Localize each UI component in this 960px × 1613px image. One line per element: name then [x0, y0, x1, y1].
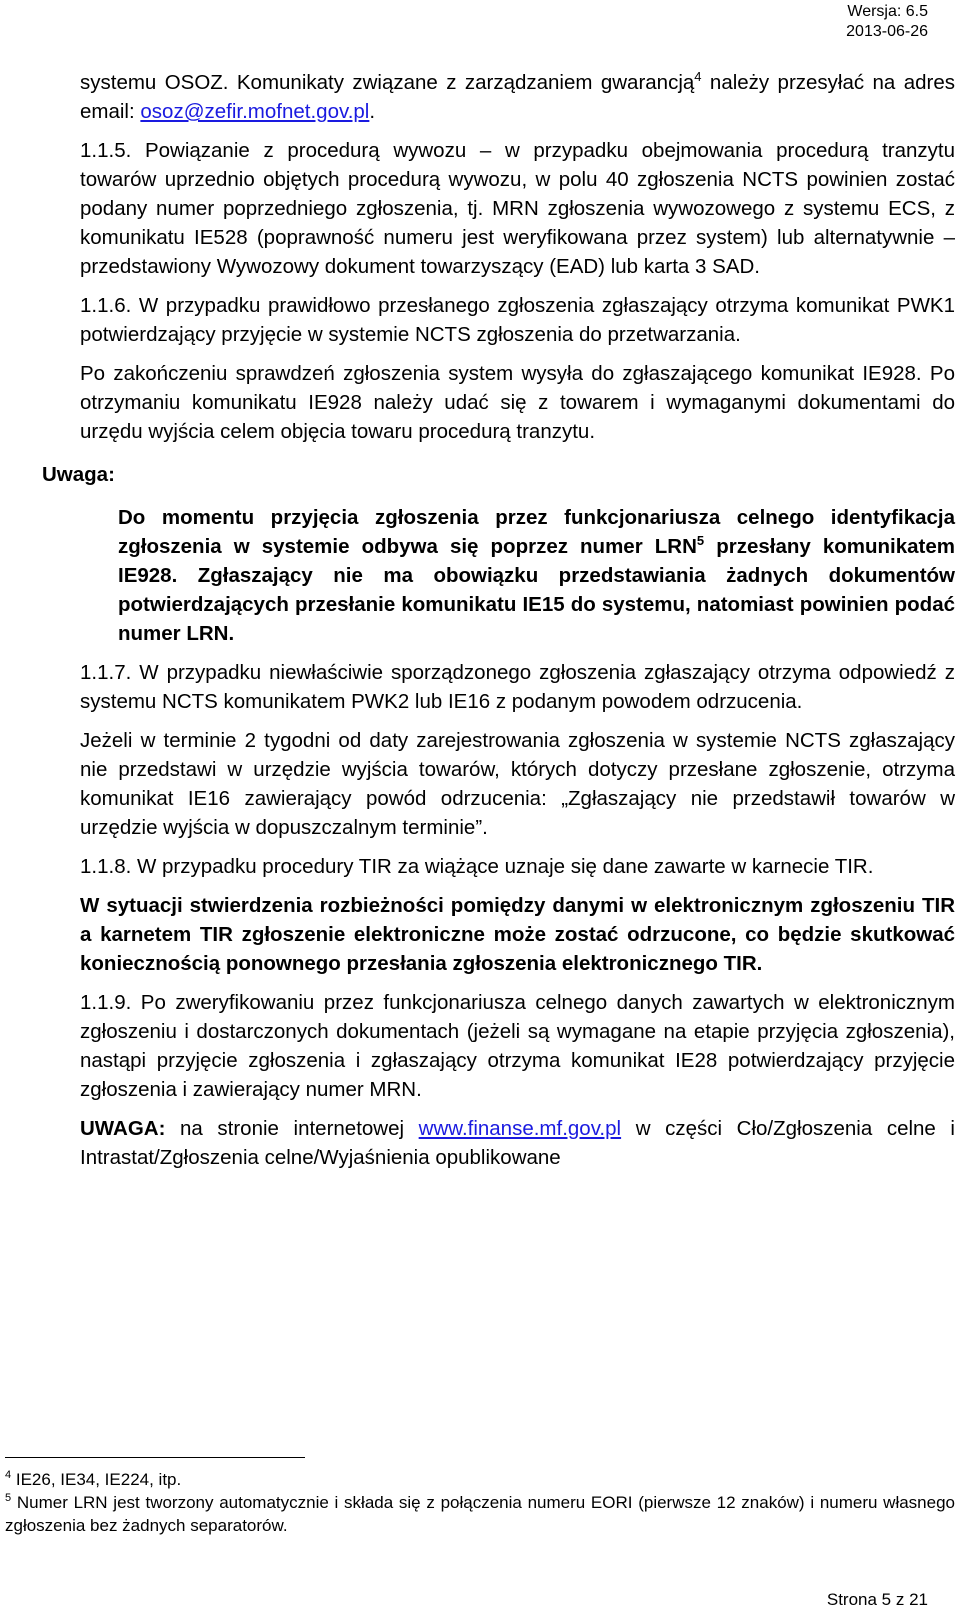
page-header — [846, 2, 928, 42]
uwaga-note: Do momentu przyjęcia zgłoszenia przez funkcjonariusza celnego identyfikacja zgłoszenia w systemie odbywa się poprzez numer LRN$^5$ przesłany komunikatem IE928. Zgłaszający nie ma obowiązku przedstawiania żadnych dokumentów potwierdzających przesłanie komunikatu IE15 do systemu, natomiast powinien podać numer LRN. — [118, 506, 955, 645]
paragraph-termin: Jeżeli w terminie 2 tygodni od daty zarejestrowania zgłoszenia w systemie NCTS zgłaszający nie przedstawi w urzędzie wyjścia towarów, których dotyczy przesłane zgłoszenie, otrzyma komunikat IE16 zawierający powód odrzucenia: „Zgłaszający nie przedstawił towarów w urzędzie wyjścia w dopuszczalnym terminie”. — [80, 729, 955, 839]
paragraph-ie928: Po zakończeniu sprawdzeń zgłoszenia system wysyła do zgłaszającego komunikat IE928. Po otrzymaniu komunikatu IE928 należy udać się z towarem i wymaganymi dokumentami do urzędu wyjścia celem objęcia towaru procedurą tranzytu. — [80, 362, 955, 443]
date-label: 2013-06-26 — [846, 23, 928, 40]
footnote-ref-5[interactable]: 5 — [696, 533, 705, 548]
footnote-separator — [5, 1457, 305, 1458]
version-label: Wersja: 6.5 — [847, 3, 928, 20]
footnotes — [5, 1468, 955, 1537]
email-link[interactable]: osoz@zefir.mofnet.gov.pl — [140, 100, 370, 123]
uwaga-label: Uwaga: — [42, 463, 115, 486]
paragraph-osoz: systemu OSOZ. Komunikaty związane z zarządzaniem gwarancją$^4$ należy przesyłać na adres email: osoz@zefir.mofnet.gov.pl. — [80, 69, 955, 123]
finanse-link[interactable]: www.finanse.mf.gov.pl — [418, 1117, 622, 1140]
footnote-4: $^4$ IE26, IE34, IE224, itp. — [5, 1469, 182, 1489]
document-body — [42, 68, 955, 1172]
uwaga-caps-label: UWAGA: — [80, 1117, 166, 1140]
paragraph-1-1-8: 1.1.8. W przypadku procedury TIR za wiążące uznaje się dane zawarte w karnecie TIR. — [80, 855, 874, 878]
paragraph-1-1-5: 1.1.5. Powiązanie z procedurą wywozu – w przypadku obejmowania procedurą tranzytu towarów uprzednio objętych procedurą wywozu, w polu 40 zgłoszenia NCTS powinien zostać podany numer poprzedniego zgłoszenia, tj. MRN zgłoszenia wywozowego z systemu ECS, z komunikatu IE528 (poprawność numeru jest weryfikowana przez system) lub alternatywnie – przedstawiony Wywozowy dokument towarzyszący (EAD) lub karta 3 SAD. — [80, 139, 955, 278]
paragraph-1-1-7: 1.1.7. W przypadku niewłaściwie sporządzonego zgłoszenia zgłaszający otrzyma odpowiedź z systemu NCTS komunikatem PWK2 lub IE16 z podanym powodem odrzucenia. — [80, 661, 955, 713]
page-number: Strona 5 z 21 — [826, 1590, 928, 1609]
paragraph-tir-warning: W sytuacji stwierdzenia rozbieżności pomiędzy danymi w elektronicznym zgłoszeniu TIR a karnetem TIR zgłoszenie elektroniczne może zostać odrzucone, co będzie skutkować koniecznością ponownego przesłania zgłoszenia elektronicznego TIR. — [80, 894, 955, 975]
footnote-5: $^5$ Numer LRN jest tworzony automatycznie i składa się z połączenia numeru EORI (pierwsze 12 znaków) i numeru własnego zgłoszenia bez żadnych separatorów. — [5, 1492, 955, 1535]
paragraph-1-1-9: 1.1.9. Po zweryfikowaniu przez funkcjonariusza celnego danych zawartych w elektronicznym zgłoszeniu i dostarczonych dokumentach (jeżeli są wymagane na etapie przyjęcia zgłoszenia), nastąpi przyjęcie zgłoszenia i zgłaszający otrzyma komunikat IE28 potwierdzający przyjęcie zgłoszenia i zawierający numer MRN. — [80, 991, 955, 1101]
paragraph-uwaga-www: UWAGA: na stronie internetowej www.finanse.mf.gov.pl w części Cło/Zgłoszenia celne i Intrastat/Zgłoszenia celne/Wyjaśnienia opublikowane — [80, 1117, 955, 1169]
footnote-ref-4[interactable]: 4 — [694, 69, 702, 84]
paragraph-1-1-6: 1.1.6. W przypadku prawidłowo przesłanego zgłoszenia zgłaszający otrzyma komunikat PWK1 potwierdzający przyjęcie w systemie NCTS zgłoszenia do przetwarzania. — [80, 294, 955, 346]
